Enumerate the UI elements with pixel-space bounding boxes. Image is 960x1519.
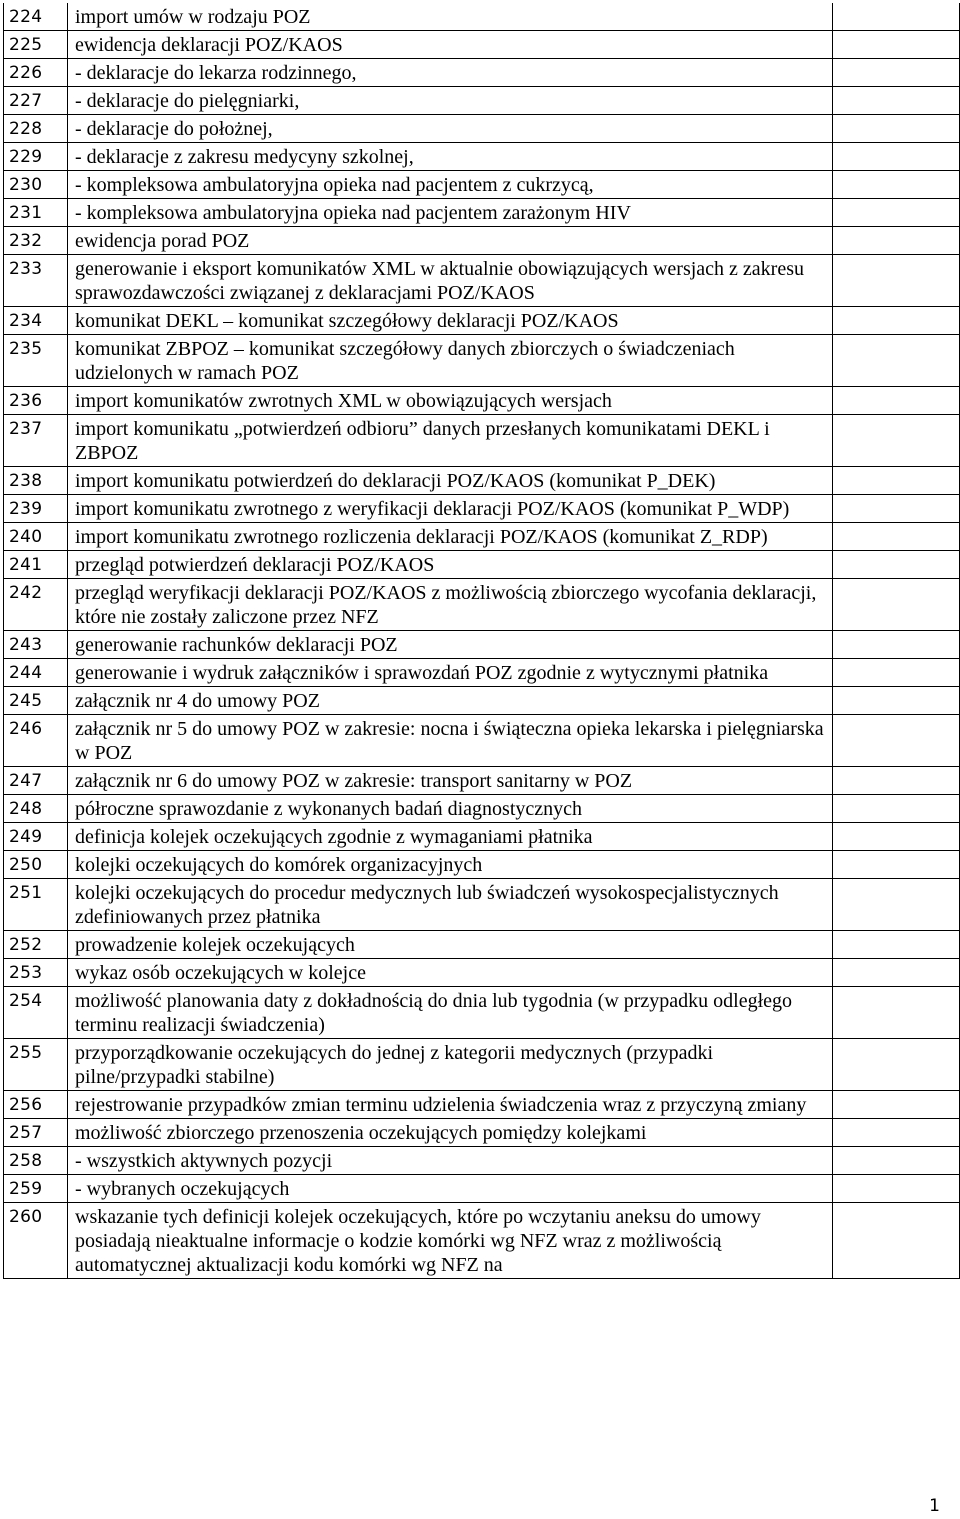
- row-empty-cell: [833, 3, 960, 31]
- row-description: prowadzenie kolejek oczekujących: [68, 931, 833, 959]
- row-description: ewidencja porad POZ: [68, 227, 833, 255]
- row-description: kolejki oczekujących do procedur medycznych lub świadczeń wysokospecjalistycznych zdefiniowanych przez płatnika: [68, 879, 833, 931]
- table-row: [4, 767, 960, 795]
- row-number: 238: [4, 467, 68, 495]
- table-row: [4, 87, 960, 115]
- row-description: komunikat DEKL – komunikat szczegółowy deklaracji POZ/KAOS: [68, 307, 833, 335]
- row-empty-cell: [833, 171, 960, 199]
- row-number: 252: [4, 931, 68, 959]
- table-row: [4, 1119, 960, 1147]
- table-row: [4, 3, 960, 31]
- table-row: [4, 495, 960, 523]
- table-row: [4, 227, 960, 255]
- row-empty-cell: [833, 31, 960, 59]
- row-description: import komunikatów zwrotnych XML w obowiązujących wersjach: [68, 387, 833, 415]
- row-description: przegląd potwierdzeń deklaracji POZ/KAOS: [68, 551, 833, 579]
- row-description: generowanie rachunków deklaracji POZ: [68, 631, 833, 659]
- row-empty-cell: [833, 199, 960, 227]
- row-number: 225: [4, 31, 68, 59]
- table-row: [4, 171, 960, 199]
- row-description: - kompleksowa ambulatoryjna opieka nad pacjentem zarażonym HIV: [68, 199, 833, 227]
- row-empty-cell: [833, 495, 960, 523]
- row-number: 235: [4, 335, 68, 387]
- table-row: [4, 823, 960, 851]
- row-description: załącznik nr 6 do umowy POZ w zakresie: transport sanitarny w POZ: [68, 767, 833, 795]
- row-empty-cell: [833, 851, 960, 879]
- table-row: [4, 687, 960, 715]
- row-number: 256: [4, 1091, 68, 1119]
- row-number: 250: [4, 851, 68, 879]
- row-empty-cell: [833, 659, 960, 687]
- table-row: [4, 931, 960, 959]
- row-empty-cell: [833, 307, 960, 335]
- row-empty-cell: [833, 687, 960, 715]
- table-row: [4, 143, 960, 171]
- table-row: [4, 851, 960, 879]
- row-empty-cell: [833, 1039, 960, 1091]
- row-number: 224: [4, 3, 68, 31]
- row-description: ewidencja deklaracji POZ/KAOS: [68, 31, 833, 59]
- row-empty-cell: [833, 1175, 960, 1203]
- row-description: import komunikatu „potwierdzeń odbioru” danych przesłanych komunikatami DEKL i ZBPOZ: [68, 415, 833, 467]
- row-number: 230: [4, 171, 68, 199]
- row-description: kolejki oczekujących do komórek organizacyjnych: [68, 851, 833, 879]
- row-empty-cell: [833, 467, 960, 495]
- table-row: [4, 335, 960, 387]
- row-number: 248: [4, 795, 68, 823]
- row-description: import komunikatu zwrotnego rozliczenia deklaracji POZ/KAOS (komunikat Z_RDP): [68, 523, 833, 551]
- row-number: 231: [4, 199, 68, 227]
- row-description: - deklaracje do położnej,: [68, 115, 833, 143]
- row-description: możliwość planowania daty z dokładnością do dnia lub tygodnia (w przypadku odległego terminu realizacji świadczenia): [68, 987, 833, 1039]
- page-number: 1: [929, 1496, 940, 1516]
- table-row: [4, 59, 960, 87]
- table-row: [4, 631, 960, 659]
- row-empty-cell: [833, 143, 960, 171]
- row-empty-cell: [833, 115, 960, 143]
- row-number: 226: [4, 59, 68, 87]
- row-number: 240: [4, 523, 68, 551]
- table-row: [4, 1147, 960, 1175]
- row-description: generowanie i wydruk załączników i sprawozdań POZ zgodnie z wytycznymi płatnika: [68, 659, 833, 687]
- row-number: 227: [4, 87, 68, 115]
- row-empty-cell: [833, 715, 960, 767]
- row-description: półroczne sprawozdanie z wykonanych badań diagnostycznych: [68, 795, 833, 823]
- row-number: 228: [4, 115, 68, 143]
- table-row: [4, 879, 960, 931]
- table-row: [4, 659, 960, 687]
- row-description: wykaz osób oczekujących w kolejce: [68, 959, 833, 987]
- row-empty-cell: [833, 255, 960, 307]
- table-row: [4, 523, 960, 551]
- table-row: [4, 115, 960, 143]
- row-number: 258: [4, 1147, 68, 1175]
- row-number: 229: [4, 143, 68, 171]
- row-number: 253: [4, 959, 68, 987]
- row-number: 239: [4, 495, 68, 523]
- row-description: - kompleksowa ambulatoryjna opieka nad pacjentem z cukrzycą,: [68, 171, 833, 199]
- row-empty-cell: [833, 59, 960, 87]
- row-number: 242: [4, 579, 68, 631]
- row-empty-cell: [833, 387, 960, 415]
- row-number: 259: [4, 1175, 68, 1203]
- row-description: możliwość zbiorczego przenoszenia oczekujących pomiędzy kolejkami: [68, 1119, 833, 1147]
- row-empty-cell: [833, 1147, 960, 1175]
- table-row: [4, 795, 960, 823]
- row-number: 260: [4, 1203, 68, 1279]
- requirements-table: [3, 3, 960, 1279]
- row-description: - wszystkich aktywnych pozycji: [68, 1147, 833, 1175]
- row-empty-cell: [833, 823, 960, 851]
- row-description: import umów w rodzaju POZ: [68, 3, 833, 31]
- table-row: [4, 31, 960, 59]
- row-number: 237: [4, 415, 68, 467]
- row-description: definicja kolejek oczekujących zgodnie z wymaganiami płatnika: [68, 823, 833, 851]
- row-number: 245: [4, 687, 68, 715]
- table-row: [4, 1039, 960, 1091]
- row-empty-cell: [833, 795, 960, 823]
- table-row: [4, 551, 960, 579]
- row-empty-cell: [833, 631, 960, 659]
- row-description: - deklaracje do pielęgniarki,: [68, 87, 833, 115]
- table-row: [4, 307, 960, 335]
- row-number: 247: [4, 767, 68, 795]
- row-description: - wybranych oczekujących: [68, 1175, 833, 1203]
- row-empty-cell: [833, 1119, 960, 1147]
- row-number: 232: [4, 227, 68, 255]
- row-description: przyporządkowanie oczekujących do jednej z kategorii medycznych (przypadki pilne/przypadki stabilne): [68, 1039, 833, 1091]
- row-description: import komunikatu zwrotnego z weryfikacji deklaracji POZ/KAOS (komunikat P_WDP): [68, 495, 833, 523]
- row-number: 234: [4, 307, 68, 335]
- row-empty-cell: [833, 227, 960, 255]
- table-row: [4, 467, 960, 495]
- row-description: wskazanie tych definicji kolejek oczekujących, które po wczytaniu aneksu do umowy posiadają nieaktualne informacje o kodzie komórki wg NFZ wraz z możliwością automatycznej aktualizacji kodu komórki wg NFZ na: [68, 1203, 833, 1279]
- row-empty-cell: [833, 551, 960, 579]
- row-description: generowanie i eksport komunikatów XML w aktualnie obowiązujących wersjach z zakresu sprawozdawczości związanej z deklaracjami POZ/KAOS: [68, 255, 833, 307]
- row-description: przegląd weryfikacji deklaracji POZ/KAOS z możliwością zbiorczego wycofania deklaracji, które nie zostały zaliczone przez NFZ: [68, 579, 833, 631]
- row-empty-cell: [833, 1203, 960, 1279]
- table-row: [4, 715, 960, 767]
- table-row: [4, 987, 960, 1039]
- row-number: 254: [4, 987, 68, 1039]
- table-row: [4, 255, 960, 307]
- row-number: 246: [4, 715, 68, 767]
- row-number: 243: [4, 631, 68, 659]
- row-number: 257: [4, 1119, 68, 1147]
- row-description: - deklaracje z zakresu medycyny szkolnej,: [68, 143, 833, 171]
- row-empty-cell: [833, 415, 960, 467]
- row-number: 236: [4, 387, 68, 415]
- row-description: import komunikatu potwierdzeń do deklaracji POZ/KAOS (komunikat P_DEK): [68, 467, 833, 495]
- table-row: [4, 387, 960, 415]
- row-empty-cell: [833, 1091, 960, 1119]
- table-row: [4, 959, 960, 987]
- row-number: 249: [4, 823, 68, 851]
- table-row: [4, 199, 960, 227]
- row-empty-cell: [833, 959, 960, 987]
- row-empty-cell: [833, 879, 960, 931]
- row-empty-cell: [833, 579, 960, 631]
- row-empty-cell: [833, 767, 960, 795]
- row-empty-cell: [833, 987, 960, 1039]
- table-row: [4, 1175, 960, 1203]
- row-empty-cell: [833, 931, 960, 959]
- row-description: rejestrowanie przypadków zmian terminu udzielenia świadczenia wraz z przyczyną zmiany: [68, 1091, 833, 1119]
- table-row: [4, 579, 960, 631]
- row-description: załącznik nr 4 do umowy POZ: [68, 687, 833, 715]
- table-row: [4, 415, 960, 467]
- row-description: - deklaracje do lekarza rodzinnego,: [68, 59, 833, 87]
- row-number: 244: [4, 659, 68, 687]
- row-empty-cell: [833, 523, 960, 551]
- row-number: 255: [4, 1039, 68, 1091]
- row-description: załącznik nr 5 do umowy POZ w zakresie: nocna i świąteczna opieka lekarska i pielęgniarska w POZ: [68, 715, 833, 767]
- row-description: komunikat ZBPOZ – komunikat szczegółowy danych zbiorczych o świadczeniach udzielonych w ramach POZ: [68, 335, 833, 387]
- row-number: 233: [4, 255, 68, 307]
- row-number: 241: [4, 551, 68, 579]
- table-row: [4, 1091, 960, 1119]
- row-number: 251: [4, 879, 68, 931]
- row-empty-cell: [833, 335, 960, 387]
- table-row: [4, 1203, 960, 1279]
- row-empty-cell: [833, 87, 960, 115]
- requirements-table-body: [4, 3, 960, 1279]
